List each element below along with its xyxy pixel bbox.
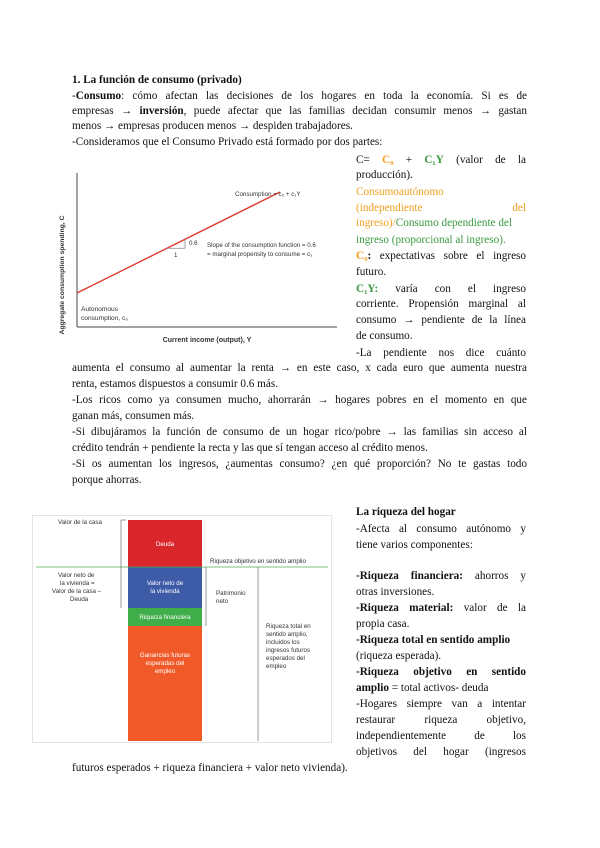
label-financiera: Riqueza financiera	[139, 614, 191, 621]
autonomo-line1: Consumoautónomo	[356, 186, 444, 198]
wealth-line1: -Afecta al consumo autónomo y	[356, 523, 526, 535]
slope-label-2: = marginal propensity to consume = c₁	[207, 251, 313, 258]
c1y-line2: corriente. Propensión marginal al	[356, 298, 526, 310]
paragraph-partes: -Consideramos que el Consumo Privado está formado por dos partes:	[72, 136, 383, 148]
autonomo-line2: (independiente del	[356, 202, 526, 214]
chart-ylabel: Aggregate consumption spending, C	[59, 215, 66, 335]
label-rt-6: empleo	[266, 663, 287, 670]
label-rt-3: incluidos los	[266, 639, 300, 646]
wealth-mat-2: propia casa.	[356, 618, 410, 630]
formula-note: producción).	[356, 169, 413, 181]
c1y-line4: de consumo.	[356, 330, 413, 342]
autonomous-label-2: consumption, c₀	[81, 315, 129, 322]
label-patrimonio-1: Patrimonio	[216, 590, 246, 597]
p3-line4: ganan más, consumen más.	[72, 410, 195, 422]
wealth-obj-2: amplio = total activos- deuda	[356, 682, 489, 694]
p3-line7: -Si os aumentan los ingresos, ¿aumentas consumo? ¿en qué proporción? No te gastas todo	[72, 458, 527, 470]
p3-line2: renta, estamos dispuestos a consumir 0.6 más.	[72, 378, 279, 390]
consumption-chart	[55, 165, 345, 350]
paragraph-consumo-line3: menos → empresas producen menos → despiden trabajadores.	[72, 120, 353, 132]
label-ganancias-2: esperadas del	[145, 660, 185, 667]
label-riqueza-objetivo: Riqueza objetivo en sentido amplio	[210, 558, 306, 565]
dependiente-line1: ingreso)/Consumo dependiente del	[356, 217, 512, 229]
p3-line6: crédito tendrán + pendiente la recta y las que sí tengan acceso al crédito menos.	[72, 442, 428, 454]
chart-xlabel: Current income (output), Y	[162, 337, 252, 344]
p3-line5: -Si dibujáramos la función de consumo de un hogar rico/pobre → las familias sin acceso al	[72, 426, 527, 438]
label-valor-neto-1: Valor neto de	[58, 572, 95, 579]
wealth-title: La riqueza del hogar	[356, 506, 456, 518]
label-valor-casa: Valor de la casa	[58, 519, 102, 526]
p3-line3: -Los ricos como ya consumen mucho, ahorrarán → hogares pobres en el momento en que	[72, 394, 527, 406]
label-box-vivienda-1: Valor neto de	[146, 580, 184, 587]
label-box-vivienda-2: la vivienda	[150, 588, 180, 595]
wealth-h2: restaurar riqueza objetivo,	[356, 714, 526, 726]
paragraph-consumo-line2: empresas → inversión, puede afectar que las familias decidan consumir menos → gastan	[72, 105, 527, 117]
wealth-fin-2: otras inversiones.	[356, 586, 435, 598]
wealth-mat-1: -Riqueza material: valor de la	[356, 602, 526, 614]
formula-line: C= C₀ + C₁Y (valor de la	[356, 154, 526, 166]
autonomous-label-1: Autonomous	[81, 306, 119, 313]
label-ganancias-3: empleo	[154, 668, 176, 675]
c1y-line3: consumo → pendiente de la línea	[356, 314, 526, 326]
line-label: Consumption = c₀ + c₁Y	[235, 191, 301, 198]
slope-label-1: Slope of the consumption function = 0.6	[207, 242, 316, 249]
c0-line1: C₀: expectativas sobre el ingreso	[356, 250, 527, 262]
label-valor-neto-4: Deuda	[70, 596, 89, 603]
label-valor-neto-2: la vivienda =	[60, 580, 95, 587]
p3-line1: aumenta el consumo al aumentar la renta → en este caso, x cada euro que aumenta nuestra	[72, 362, 527, 374]
wealth-fin-1: -Riqueza financiera: ahorros y	[356, 570, 526, 582]
wealth-tot-1: -Riqueza total en sentido amplio	[356, 634, 511, 646]
dependiente-line2: ingreso (proporcional al ingreso).	[356, 234, 506, 246]
label-valor-neto-3: Valor de la casa –	[52, 588, 102, 595]
wealth-obj-1: -Riqueza objetivo en sentido	[356, 666, 526, 678]
run-label: 1	[174, 252, 178, 260]
wealth-h4: objetivos del hogar (ingresos	[356, 746, 526, 758]
wealth-tot-2: (riqueza esperada).	[356, 650, 442, 662]
p3-line8: porque ahorras.	[72, 474, 142, 486]
label-ganancias-1: Ganancias futuras	[139, 652, 191, 659]
wealth-line2: tiene varios componentes:	[356, 539, 473, 551]
c1y-line1: C₁Y: varía con el ingreso	[356, 283, 526, 295]
wealth-h3: independientemente de los	[356, 730, 526, 742]
pendiente-line: -La pendiente nos dice cuánto	[356, 347, 526, 359]
rise-label: 0.6	[189, 240, 198, 248]
label-rt-2: sentido amplio,	[266, 631, 308, 638]
label-deuda: Deuda	[155, 541, 175, 548]
label-rt-4: ingresos futuros	[266, 647, 311, 654]
label-patrimonio-2: neto	[216, 598, 229, 605]
paragraph-consumo-line1: -Consumo: cómo afectan las decisiones de los hogares en toda la economía. Si es de	[72, 90, 527, 102]
bar-ganancias	[128, 626, 202, 741]
wealth-diagram	[32, 515, 332, 743]
wealth-h5: futuros esperados + riqueza financiera + valor neto vivienda).	[72, 762, 348, 774]
wealth-h1: -Hogares siempre van a intentar	[356, 698, 526, 710]
section-title: 1. La función de consumo (privado)	[72, 74, 242, 86]
label-rt-5: esperados del	[266, 655, 305, 662]
c0-line2: futuro.	[356, 266, 387, 278]
label-rt-1: Riqueza total en	[266, 623, 311, 630]
